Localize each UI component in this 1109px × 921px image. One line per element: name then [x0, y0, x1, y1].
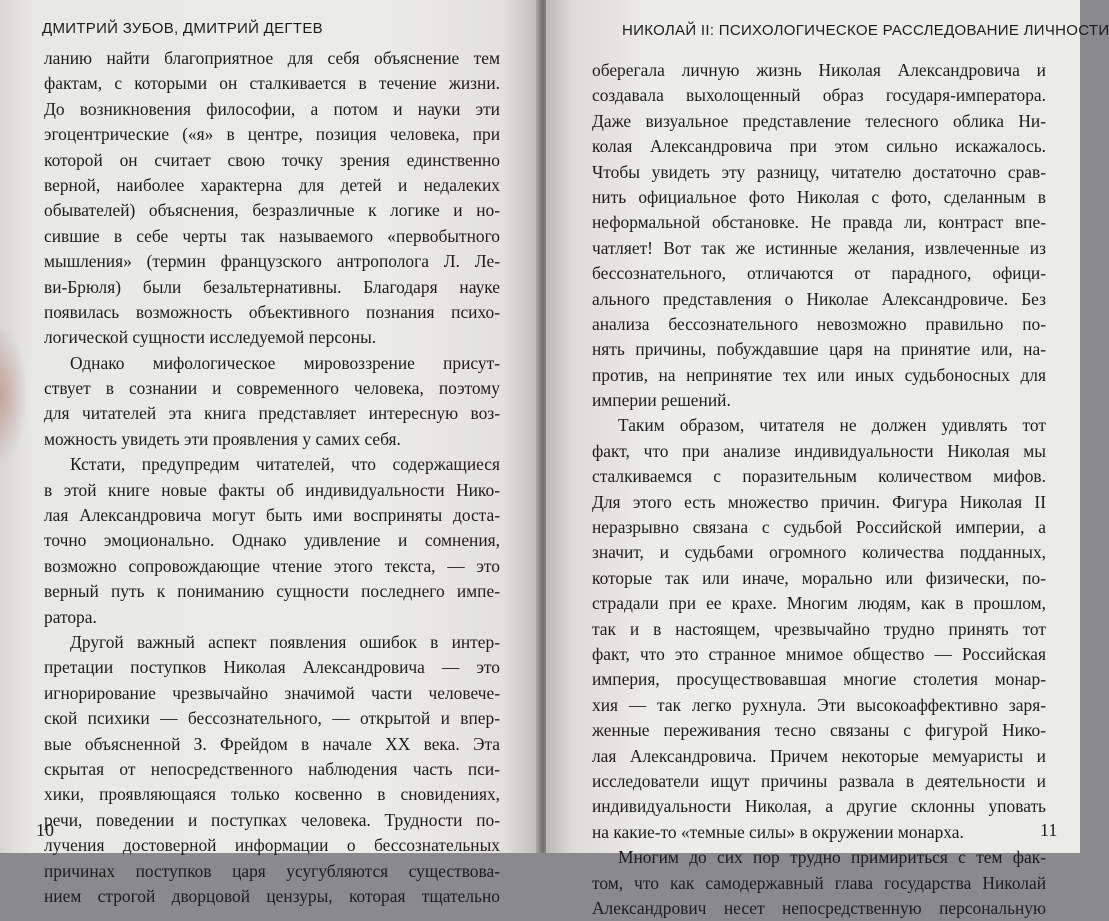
right-page-text [592, 58, 1046, 921]
text-line: сталкиваемся с поразительным количеством мифов. [592, 466, 1046, 487]
text-line: игнорирование чрезвычайно значимой части человече- [44, 682, 500, 703]
left-page [0, 0, 540, 906]
text-line: лая Александровича могут быть ими восприняты доста- [44, 505, 500, 526]
text-line: колая Александровича при этом сильно искажалось. [592, 136, 1046, 157]
text-line: ской психики — бессознательного, — открытой и впер- [44, 708, 500, 729]
text-line: оберегала личную жизнь Николая Александровича и [592, 60, 1046, 80]
text-line: Александрович несет непосредственную персональную [592, 897, 1046, 918]
text-line: бессознательного, отличаются от парадного, офици- [592, 263, 1046, 284]
text-line: в этой книге новые факты об индивидуальности Нико- [44, 479, 500, 500]
text-line: Даже визуальное представление телесного облика Ни- [592, 110, 1046, 131]
left-running-head: ДМИТРИЙ ЗУБОВ, ДМИТРИЙ ДЕГТЕВ [42, 20, 323, 37]
text-line: Многим до сих пор трудно примириться с тем фак- [618, 847, 1046, 868]
text-line: империи решений. [592, 390, 731, 411]
text-line: исследователи ищут причины развала в деятельности и [592, 770, 1046, 791]
text-line: ланию найти благоприятное для себя объяснение тем [44, 48, 500, 68]
text-line: индивидуальности Николая, а другие склонны уповать [592, 796, 1046, 817]
text-line: обывателей) объяснения, безразличные к логике и но- [44, 200, 500, 221]
text-line: нием строгой дворцовой цензуры, которая тщательно [44, 885, 500, 906]
text-line: нить официальное фото Николая с фото, сделанным в [592, 186, 1046, 207]
text-line: верный путь к пониманию сущности последнего импе- [44, 581, 500, 602]
text-line: претации поступков Николая Александровича — это [44, 657, 500, 678]
text-line: можность увидеть эти проявления у самих себя. [44, 428, 401, 449]
text-line: лая Александровича. Причем некоторые мемуаристы и [592, 745, 1046, 766]
text-line: ствует в сознании и современного человека, поэтому [44, 378, 500, 399]
text-line: том, что как самодержавный глава государства Николай [592, 872, 1046, 893]
text-line: появилась возможность объективного познания психо- [44, 301, 500, 322]
text-line: женные переживания тесно связаны с фигурой Нико- [592, 720, 1046, 741]
left-page-text [44, 46, 500, 909]
text-line: на какие-то «темные силы» в окружении монарха. [592, 821, 964, 842]
text-line: для читателей эта книга представляет интересную воз- [44, 403, 500, 424]
text-line: нять причины, побуждавшие царя на принятие или, на- [592, 339, 1046, 360]
text-line: верной, наиболее характерна для детей и недалеких [44, 174, 500, 195]
text-line: речи, поведении и поступках человека. Трудности по- [44, 809, 500, 830]
text-line: против, на непринятие тех или иных судьбоносных для [592, 364, 1046, 385]
thumb-shadow [0, 330, 26, 460]
text-line: причинах поступков царя усугубляются существова- [44, 860, 500, 881]
text-line: фактам, с которыми он сталкивается в течение жизни. [44, 73, 500, 94]
text-line: логической сущности исследуемой персоны. [44, 327, 377, 348]
text-line: сившие в себе черты так называемого «первобытного [44, 225, 500, 246]
text-line: империя, просуществовавшая многие столетия монар- [592, 669, 1046, 690]
text-line: Однако мифологическое мировоззрение присут- [70, 352, 500, 373]
right-page [546, 0, 1109, 918]
text-line: скрытая от непосредственного наблюдения часть пси- [44, 758, 500, 779]
text-line: страдали при ее крахе. Многим людям, как в прошлом, [592, 593, 1046, 614]
text-line: Кстати, предупредим читателей, что содержащиеся [70, 454, 500, 475]
text-line: эгоцентрические («я» в центре, позиция человека, при [44, 124, 500, 145]
text-line: которые так или иначе, морально или физически, по- [592, 567, 1046, 588]
text-line: анализа бессознательного невозможно правильно по- [592, 313, 1046, 334]
text-line: создавала выхолощенный образ государя-императора. [592, 85, 1046, 106]
text-line: которой он считает свою точку зрения единственно [44, 149, 500, 170]
right-page-number: 11 [1040, 820, 1058, 840]
text-line: Таким образом, читателя не должен удивлять тот [618, 415, 1046, 436]
text-line: ратора. [44, 606, 97, 627]
text-line: так и в настоящем, чрезвычайно трудно принять тот [592, 618, 1046, 639]
text-line: лучения достоверной информации о бессознательных [44, 835, 500, 856]
right-running-head: НИКОЛАЙ II: ПСИХОЛОГИЧЕСКОЕ РАССЛЕДОВАНИЕ ЛИЧНОСТИ [622, 22, 1109, 39]
text-line: До возникновения философии, а потом и науки эти [44, 98, 500, 119]
text-line: чатляет! Вот так же истинные желания, извлеченные из [592, 237, 1046, 258]
text-line: неформальной обстановке. Не правда ли, контраст впе- [592, 212, 1046, 233]
text-line: точно эмоционально. Однако удивление и сомнения, [44, 530, 500, 551]
text-line: хики, проявляющаяся только косвенно в сновидениях, [44, 784, 500, 805]
text-line: значит, и судьбами огромного количества подданных, [592, 542, 1046, 563]
text-line: возможно сопровождающие чтение этого текста, — это [44, 555, 500, 576]
text-line: Для этого есть множество причин. Фигура Николая II [592, 491, 1046, 512]
left-page-number: 10 [36, 820, 54, 840]
text-line: ви-Брюля) были безальтернативны. Благодаря науке [44, 276, 500, 297]
text-line: хия — так легко рухнула. Эти высокоаффективно заря- [592, 694, 1046, 715]
text-line: факт, что это странное мнимое общество — Российская [592, 643, 1046, 664]
text-line: ального представления о Николае Александровиче. Без [592, 288, 1046, 309]
text-line: неразрывно связана с судьбой Российской империи, а [592, 517, 1046, 538]
text-line: Чтобы увидеть эту разницу, читателю достаточно срав- [592, 161, 1046, 182]
text-line: мышления» (термин французского антрополога Л. Ле- [44, 251, 500, 272]
text-line: Другой важный аспект появления ошибок в интер- [70, 631, 500, 652]
text-line: вые объясненной З. Фрейдом в начале XX века. Эта [44, 733, 500, 754]
text-line: факт, что при анализе индивидуальности Николая мы [592, 440, 1046, 461]
